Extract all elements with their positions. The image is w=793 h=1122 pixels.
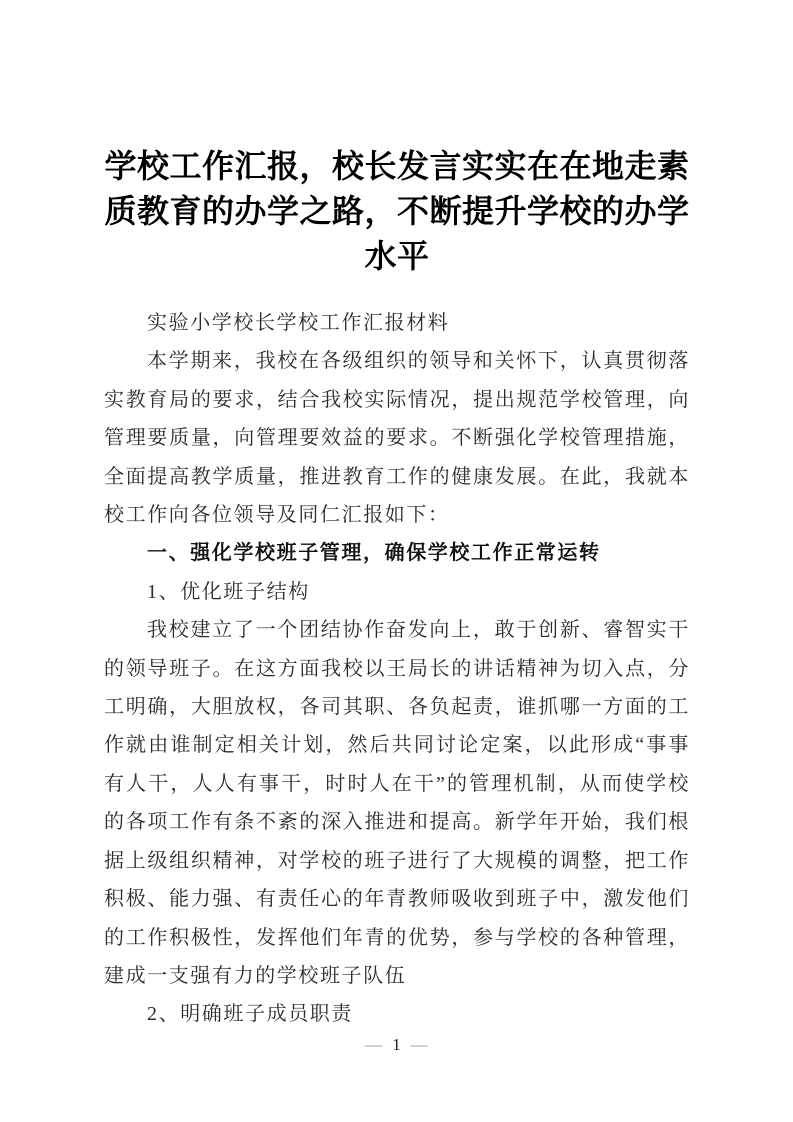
paragraph-section-heading: 一、强化学校班子管理，确保学校工作正常运转	[147, 542, 601, 565]
footer-dash-left: —	[365, 1035, 383, 1054]
document-title: 学校工作汇报，校长发言实实在在地走素质教育的办学之路，不断提升学校的办学水平	[104, 148, 690, 274]
paragraph-body-1: 我校建立了一个团结协作奋发向上，敢于创新、睿智实干的领导班子。在这方面我校以王局长的讲话精神为切入点，分工明确，大胆放权，各司其职、各负起责，谁抓哪一方面的工作就由谁制定相关计划，然后共同讨论定案，以此形成“事事有人干，人人有事干，时时人在干”的管理机制，从而使学校的各项工作有条不紊的深入推进和提高。新学年开始，我们根据上级组织精神，对学校的班子进行了大规模的调整，把工作积极、能力强、有责任心的年青教师吸收到班子中，激发他们的工作积极性，发挥他们年青的优势，参与学校的各种管理，建成一支强有力的学校班子队伍	[104, 619, 690, 987]
page-footer	[0, 1033, 793, 1057]
footer-dash-right: —	[410, 1035, 428, 1054]
paragraph-subtitle: 实验小学校长学校工作汇报材料	[147, 312, 450, 334]
paragraph-subheading-1: 1、优化班子结构	[147, 580, 310, 603]
paragraph-subheading-2: 2、明确班子成员职责	[147, 1003, 353, 1026]
paragraph-intro: 本学期来，我校在各级组织的领导和关怀下，认真贯彻落实教育局的要求，结合我校实际情况，提出规范学校管理，向管理要质量，向管理要效益的要求。不断强化学校管理措施，全面提高教学质量，推进教育工作的健康发展。在此，我就本校工作向各位领导及同仁汇报如下：	[104, 350, 690, 527]
page-number: 1	[392, 1035, 401, 1054]
document-body	[104, 304, 690, 1034]
document-content	[104, 144, 690, 1034]
